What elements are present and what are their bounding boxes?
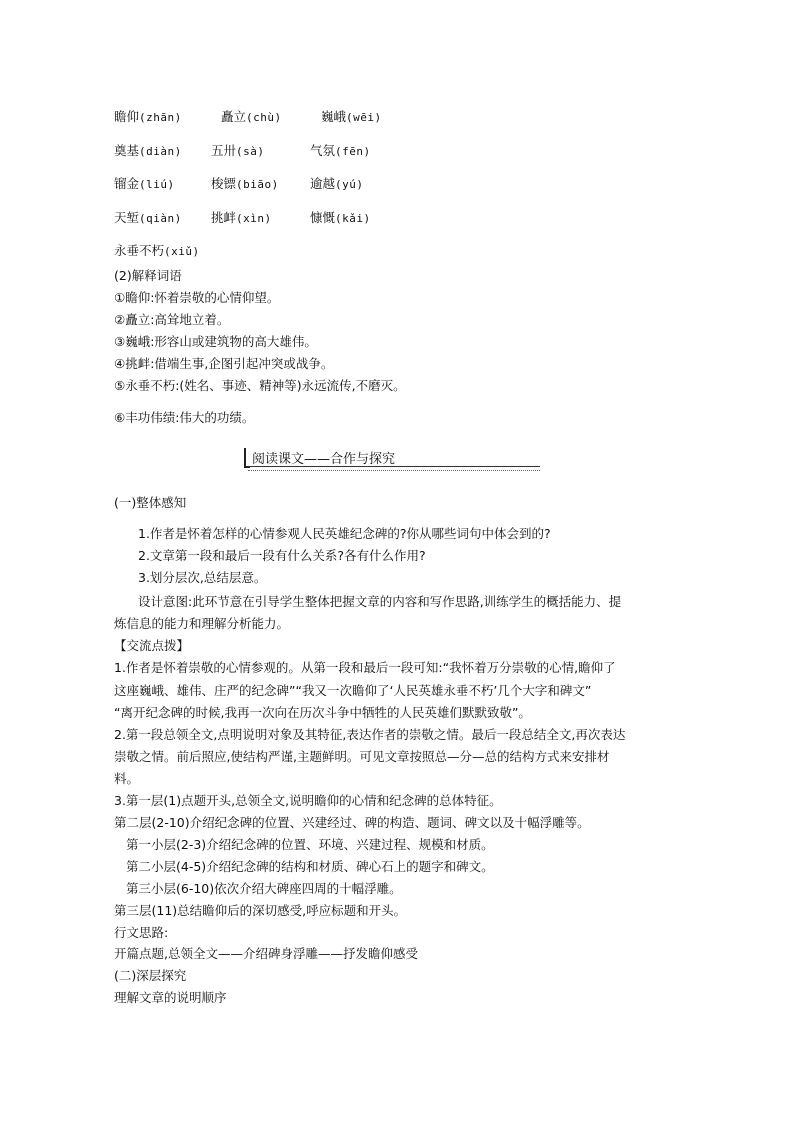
section-title: 阅读课文——合作与探究	[252, 452, 396, 467]
vocab-pinyin: (kǎi)	[335, 212, 371, 225]
vocab-item	[114, 108, 182, 127]
vocab-word: 气氛	[310, 143, 336, 158]
design-intent-cont: 炼信息的能力和理解分析能力。	[114, 616, 290, 631]
vocab-pinyin: (fēn)	[335, 145, 371, 158]
vocab-word: 镏金	[114, 176, 140, 191]
vocab-word: 永垂不朽	[114, 243, 165, 258]
vocab-word: 逾越	[310, 176, 336, 191]
banner-bar	[244, 448, 246, 468]
explain-item: ⑤永垂不朽:(姓名、事迹、精神等)永远流传,不磨灭。	[114, 378, 406, 393]
vocab-item	[211, 175, 279, 194]
banner-rule	[248, 466, 540, 471]
explain-heading: (2)解释词语	[114, 268, 182, 283]
vocab-item	[114, 175, 175, 194]
thread-line: 开篇点题,总领全文——介绍碑身浮雕——抒发瞻仰感受	[114, 946, 418, 961]
answer-line: 2.第一段总领全文,点明说明对象及其特征,表达作者的崇敬之情。最后一段总结全文,再次表达	[114, 727, 626, 742]
overall-heading: (一)整体感知	[114, 495, 187, 510]
answer-line: 这座巍峨、雄伟、庄严的纪念碑”“我又一次瞻仰了‘人民英雄永垂不朽’几个大字和碑文”	[114, 683, 592, 698]
vocab-item	[310, 142, 371, 161]
vocab-word: 挑衅	[211, 210, 237, 225]
vocab-pinyin: (xìn)	[236, 212, 272, 225]
explain-item: ②矗立:高耸地立着。	[114, 312, 230, 327]
vocab-word: 奠基	[114, 143, 140, 158]
vocab-item	[211, 209, 272, 228]
vocab-word: 巍峨	[321, 109, 347, 124]
vocab-word: 瞻仰	[114, 109, 140, 124]
answer-line: “离开纪念碑的时候,我再一次向在历次斗争中牺牲的人民英雄们默默致敬”。	[114, 705, 531, 720]
sublayer-line: 第二小层(4-5)介绍纪念碑的结构和材质、碑心石上的题字和碑文。	[126, 859, 494, 874]
vocab-pinyin: (sà)	[236, 145, 265, 158]
section-banner	[244, 446, 540, 472]
vocab-pinyin: (wēi)	[346, 111, 382, 124]
vocab-word: 天堑	[114, 210, 140, 225]
vocab-item	[221, 108, 282, 127]
vocab-word: 梭镖	[211, 176, 237, 191]
answer-line: 第二层(2-10)介绍纪念碑的位置、兴建经过、碑的构造、题词、碑文以及十幅浮雕等。	[114, 815, 590, 830]
vocab-word: 矗立	[221, 109, 247, 124]
guide-heading: 【交流点拨】	[114, 638, 190, 653]
vocab-pinyin: (liú)	[139, 178, 175, 191]
vocab-pinyin: (qiàn)	[139, 212, 182, 225]
layer3-line: 第三层(11)总结瞻仰后的深切感受,呼应标题和开头。	[114, 903, 407, 918]
vocab-item	[114, 209, 182, 228]
vocab-item	[310, 209, 371, 228]
vocab-word: 五卅	[211, 143, 237, 158]
vocab-item	[114, 142, 182, 161]
vocab-pinyin: (chù)	[246, 111, 282, 124]
deep-heading: (二)深层探究	[114, 968, 187, 983]
question-item: 1.作者是怀着怎样的心情参观人民英雄纪念碑的?你从哪些词句中体会到的?	[138, 526, 551, 541]
question-item: 3.划分层次,总结层意。	[138, 570, 267, 585]
sublayer-line: 第一小层(2-3)介绍纪念碑的位置、环境、兴建过程、规模和材质。	[126, 837, 494, 852]
vocab-item	[114, 242, 200, 261]
vocab-item	[211, 142, 265, 161]
answer-line: 3.第一层(1)点题开头,总领全文,说明瞻仰的心情和纪念碑的总体特征。	[114, 793, 502, 808]
answer-line: 料。	[114, 771, 140, 786]
deep-topic: 理解文章的说明顺序	[114, 990, 227, 1005]
explain-item: ④挑衅:借端生事,企图引起冲突或战争。	[114, 356, 334, 371]
thread-heading: 行文思路:	[114, 925, 169, 940]
answer-line: 崇敬之情。前后照应,使结构严谨,主题鲜明。可见文章按照总—分—总的结构方式来安排材	[114, 749, 610, 764]
explain-item: ①瞻仰:怀着崇敬的心情仰望。	[114, 290, 280, 305]
vocab-pinyin: (biāo)	[236, 178, 279, 191]
design-intent: 设计意图:此环节意在引导学生整体把握文章的内容和写作思路,训练学生的概括能力、提	[138, 594, 622, 609]
answer-line: 1.作者是怀着崇敬的心情参观的。从第一段和最后一段可知:“我怀着万分崇敬的心情,瞻仰了	[114, 660, 616, 675]
vocab-item	[310, 175, 364, 194]
explain-item: ③巍峨:形容山或建筑物的高大雄伟。	[114, 334, 317, 349]
vocab-pinyin: (yú)	[335, 178, 364, 191]
vocab-item	[321, 108, 382, 127]
sublayer-line: 第三小层(6-10)依次介绍大碑座四周的十幅浮雕。	[126, 881, 402, 896]
vocab-pinyin: (diàn)	[139, 145, 182, 158]
question-item: 2.文章第一段和最后一段有什么关系?各有什么作用?	[138, 548, 426, 563]
vocab-pinyin: (zhān)	[139, 111, 182, 124]
vocab-word: 慷慨	[310, 210, 336, 225]
explain-item: ⑥丰功伟绩:伟大的功绩。	[114, 410, 255, 425]
vocab-pinyin: (xiǔ)	[164, 245, 200, 258]
